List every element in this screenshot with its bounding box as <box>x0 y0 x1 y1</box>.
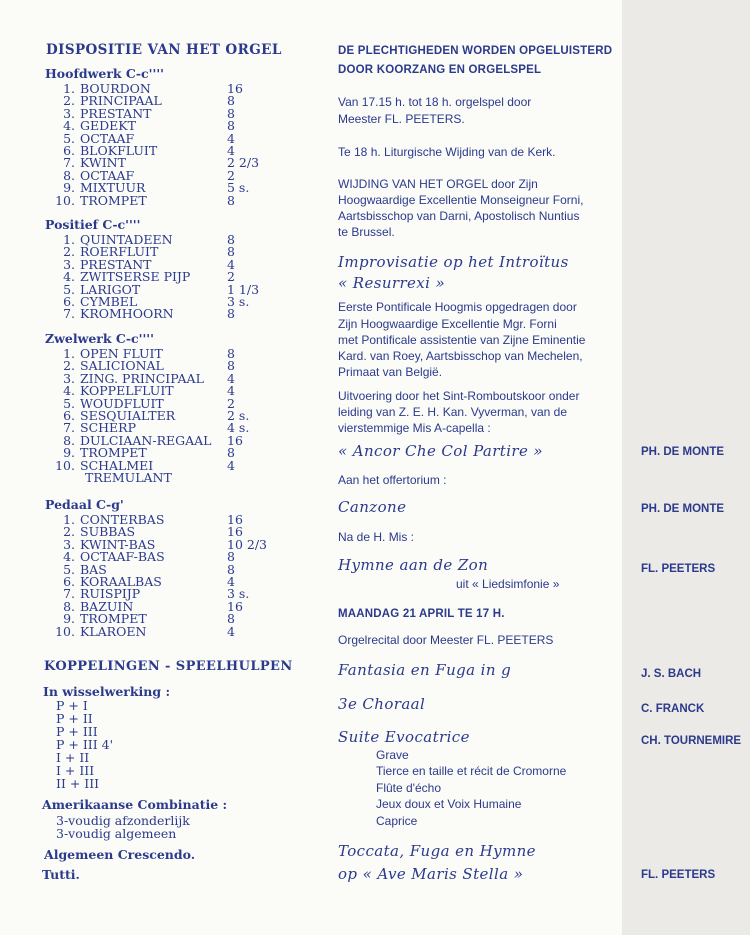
stop-row <box>42 410 287 422</box>
stop-name: TROMPET <box>80 611 147 627</box>
stop-number: 3. <box>63 370 75 386</box>
stop-row <box>42 246 287 258</box>
stop-number: 10. <box>55 192 75 208</box>
page-edge <box>622 0 750 935</box>
improvisatie-subtitle: « Resurrexi » <box>338 274 446 292</box>
stop-number: 2. <box>63 244 75 260</box>
stop-list <box>42 348 287 484</box>
composer-label: PH. DE MONTE <box>641 446 725 458</box>
stop-row <box>42 447 287 459</box>
stop-value: 16 <box>227 524 243 540</box>
program-line: vierstemmige Mis A-capella : <box>338 421 491 435</box>
stop-row <box>42 105 287 121</box>
manual-heading: Positief C-c'''' <box>45 217 141 232</box>
stop-name: OCTAAF <box>80 130 135 146</box>
stop-name: PRINCIPAAL <box>80 93 162 109</box>
stop-name: ZING. PRINCIPAAL <box>80 370 204 386</box>
stop-name: KROMHOORN <box>80 306 174 322</box>
stop-name: MIXTUUR <box>80 180 146 196</box>
crescendo-label: Algemeen Crescendo. <box>44 847 196 862</box>
coupling-item: I + III <box>56 763 95 778</box>
stop-row <box>42 613 287 625</box>
stop-row <box>42 385 287 397</box>
suite-title: Suite Evocatrice <box>338 728 470 746</box>
stop-number: 1. <box>63 346 75 361</box>
stop-number: 3. <box>63 256 75 272</box>
stop-row <box>42 432 287 448</box>
stop-row <box>42 120 287 132</box>
stop-name: SUBBAS <box>80 524 136 540</box>
stop-value: 8 <box>227 549 235 565</box>
movement-item: Caprice <box>376 813 418 828</box>
stop-name: KWINT <box>80 155 126 171</box>
stop-number: 1. <box>63 81 75 96</box>
stop-number: 10. <box>55 457 75 473</box>
disposition-title: DISPOSITIE VAN HET ORGEL <box>46 42 282 58</box>
stop-number: 5. <box>63 561 75 577</box>
stop-name: OCTAAF <box>80 167 135 183</box>
stop-number: 6. <box>63 143 75 159</box>
program-line: Aartsbisschop van Darni, Apostolisch Nuntius <box>338 209 580 223</box>
program-line: leiding van Z. E. H. Kan. Vyverman, van de <box>338 405 568 419</box>
amerikaanse-heading: Amerikaanse Combinatie : <box>42 797 228 812</box>
program-line: Hoogwaardige Excellentie Monseigneur Forni, <box>338 193 584 207</box>
stop-row <box>42 551 287 563</box>
manual-heading: Hoofdwerk C-c'''' <box>45 66 164 81</box>
stop-list <box>42 83 287 207</box>
stop-name: KOPPELFLUIT <box>80 383 174 399</box>
tremulant-label: TREMULANT <box>85 470 172 486</box>
stop-row <box>42 95 287 107</box>
composer-label: J. S. BACH <box>641 668 702 680</box>
stop-name: SALICIONAL <box>80 358 164 374</box>
stop-value: 3 s. <box>227 586 250 602</box>
program-line: Meester FL. PEETERS. <box>338 112 465 126</box>
stop-number: 3. <box>63 105 75 121</box>
stop-name: CONTERBAS <box>80 512 165 527</box>
stop-value: 8 <box>227 105 235 121</box>
stop-number: 7. <box>63 306 75 322</box>
stop-number: 2. <box>63 524 75 540</box>
program-line: Orgelrecital door Meester FL. PEETERS <box>338 633 554 647</box>
stop-value: 8 <box>227 192 235 208</box>
stop-number: 7. <box>63 420 75 436</box>
stop-value: 2 s. <box>227 408 250 424</box>
program-line: WIJDING VAN HET ORGEL door Zijn <box>338 177 538 191</box>
amerikaanse-item: 3-voudig afzonderlijk <box>56 813 190 828</box>
stop-list <box>42 514 287 638</box>
stop-value: 16 <box>227 598 243 614</box>
program-line: met Pontificale assistentie van Zijne Eminentie <box>338 333 586 347</box>
coupling-item: I + II <box>56 750 90 765</box>
stop-number: 4. <box>63 269 75 285</box>
stop-name: KORAALBAS <box>80 574 162 590</box>
stop-number: 8. <box>63 598 75 614</box>
stop-name: PRESTANT <box>80 256 152 272</box>
fantasia-title: Fantasia en Fuga in g <box>338 661 512 679</box>
stop-value: 3 s. <box>227 294 250 310</box>
stop-value: 1 1/3 <box>227 281 260 297</box>
composer-label: PH. DE MONTE <box>641 503 725 515</box>
stop-value: 2 2/3 <box>227 155 260 171</box>
program-line: Aan het offertorium : <box>338 473 447 487</box>
stop-row <box>42 182 287 194</box>
stop-number: 2. <box>63 93 75 109</box>
stop-name: GEDEKT <box>80 118 136 134</box>
stop-value: 4 <box>227 623 235 639</box>
stop-value: 4 <box>227 457 235 473</box>
composer-label: FL. PEETERS <box>641 869 716 881</box>
stop-value: 4 <box>227 130 235 146</box>
stop-name: PRESTANT <box>80 105 152 121</box>
stop-row <box>42 157 287 169</box>
canzone-title: Canzone <box>338 498 407 516</box>
recital-heading: MAANDAG 21 APRIL TE 17 H. <box>338 607 505 621</box>
program-line: Primaat van België. <box>338 365 443 379</box>
stop-row <box>42 308 287 320</box>
stop-row <box>42 561 287 577</box>
stop-name: KLAROEN <box>80 623 147 639</box>
stop-value: 4 <box>227 143 235 159</box>
stop-value: 8 <box>227 445 235 461</box>
stop-number: 5. <box>63 130 75 146</box>
stop-name: ZWITSERSE PIJP <box>80 269 191 285</box>
stop-value: 8 <box>227 561 235 577</box>
stop-number: 8. <box>63 167 75 183</box>
movement-item: Tierce en taille et récit de Cromorne <box>376 764 567 779</box>
stop-value: 8 <box>227 346 235 361</box>
stop-name: BAS <box>80 561 107 577</box>
stop-value: 10 2/3 <box>227 536 267 552</box>
coupling-item: P + I <box>56 698 88 713</box>
stop-number: 1. <box>63 512 75 527</box>
stop-list <box>42 234 287 321</box>
stop-name: SCHALMEI <box>80 457 154 473</box>
coupling-item: P + II <box>56 711 93 726</box>
stop-number: 9. <box>63 445 75 461</box>
stop-row <box>42 598 287 614</box>
toccata-subtitle: op « Ave Maris Stella » <box>338 865 524 883</box>
stop-value: 16 <box>227 81 243 96</box>
coupling-item: P + III 4' <box>56 737 114 752</box>
program-line: Kard. van Roey, Aartsbisschop van Mechelen, <box>338 349 583 363</box>
stop-value: 8 <box>227 358 235 374</box>
stop-value: 8 <box>227 118 235 134</box>
stop-number: 4. <box>63 549 75 565</box>
program-line: Zijn Hoogwaardige Excellentie Mgr. Forni <box>338 317 557 331</box>
intro-heading-line2: DOOR KOORZANG EN ORGELSPEL <box>338 63 542 77</box>
movement-item: Grave <box>376 748 409 762</box>
stop-name: QUINTADEEN <box>80 232 173 247</box>
stop-row <box>42 192 287 208</box>
hymne-title: Hymne aan de Zon <box>338 556 489 574</box>
manual-heading: Zwelwerk C-c'''' <box>45 331 154 346</box>
stop-value: 16 <box>227 432 243 448</box>
stop-number: 10. <box>55 623 75 639</box>
composer-label: CH. TOURNEMIRE <box>641 735 742 747</box>
stop-row <box>42 167 287 183</box>
stop-name: ROERFLUIT <box>80 244 159 260</box>
stop-value: 8 <box>227 244 235 260</box>
program-line: Eerste Pontificale Hoogmis opgedragen door <box>338 300 577 314</box>
stop-number: 1. <box>63 232 75 247</box>
stop-name: OPEN FLUIT <box>80 346 163 361</box>
stop-value: 8 <box>227 93 235 109</box>
movement-item: Jeux doux et Voix Humaine <box>376 797 522 812</box>
stop-value: 4 <box>227 383 235 399</box>
stop-name: KWINT-BAS <box>80 536 156 552</box>
stop-number: 6. <box>63 574 75 590</box>
stop-number: 4. <box>63 383 75 399</box>
stop-number: 4. <box>63 118 75 134</box>
stop-name: SCHERP <box>80 420 136 436</box>
program-line: Van 17.15 h. tot 18 h. orgelspel door <box>338 95 532 109</box>
stop-row <box>42 623 287 639</box>
stop-row <box>42 234 287 246</box>
stop-row <box>42 576 287 588</box>
stop-row <box>42 281 287 297</box>
program-line: Uitvoering door het Sint-Romboutskoor onder <box>338 389 580 403</box>
wissel-heading: In wisselwerking : <box>43 684 171 699</box>
program-line: Na de H. Mis : <box>338 530 415 544</box>
hymne-subtitle: uit « Liedsimfonie » <box>456 577 560 591</box>
stop-name: WOUDFLUIT <box>80 395 164 411</box>
program-line: te Brussel. <box>338 225 395 239</box>
stop-row <box>42 83 287 95</box>
stop-name: BOURDON <box>80 81 151 96</box>
composer-label: FL. PEETERS <box>641 563 716 575</box>
composer-label: C. FRANCK <box>641 703 705 715</box>
stop-name: LARIGOT <box>80 281 141 297</box>
program-line: Te 18 h. Liturgische Wijding van de Kerk. <box>338 145 556 159</box>
stop-value: 16 <box>227 512 243 527</box>
stop-value: 4 <box>227 370 235 386</box>
stop-value: 2 <box>227 395 235 411</box>
stop-number: 9. <box>63 180 75 196</box>
stop-name: CYMBEL <box>80 294 138 310</box>
stop-number: 9. <box>63 611 75 627</box>
stop-value: 8 <box>227 232 235 247</box>
stop-number: 2. <box>63 358 75 374</box>
stop-row <box>42 588 287 600</box>
movement-item: Flûte d'écho <box>376 780 441 795</box>
stop-value: 8 <box>227 306 235 322</box>
stop-number: 5. <box>63 395 75 411</box>
stop-number: 3. <box>63 536 75 552</box>
stop-value: 4 s. <box>227 420 250 436</box>
stop-value: 5 s. <box>227 180 250 196</box>
stop-name: TROMPET <box>80 192 147 208</box>
stop-number: 5. <box>63 281 75 297</box>
mis-title: « Ancor Che Col Partire » <box>338 442 544 460</box>
stop-row <box>42 514 287 526</box>
stop-name: OCTAAF-BAS <box>80 549 165 565</box>
suite-movements <box>376 747 566 829</box>
stop-row <box>42 348 287 360</box>
stop-number: 6. <box>63 294 75 310</box>
stop-value: 8 <box>227 611 235 627</box>
amerikaanse-item: 3-voudig algemeen <box>56 826 177 841</box>
stop-name: BAZUIN <box>80 598 134 614</box>
stop-number: 6. <box>63 408 75 424</box>
stop-row <box>42 130 287 146</box>
stop-name: TROMPET <box>80 445 147 461</box>
coupling-item: P + III <box>56 724 98 739</box>
stop-value: 4 <box>227 574 235 590</box>
couplings-list <box>56 699 113 790</box>
stop-value: 4 <box>227 256 235 272</box>
stop-name: BLOKFLUIT <box>80 143 158 159</box>
tutti-label: Tutti. <box>42 867 80 882</box>
improvisatie-title: Improvisatie op het Introïtus <box>338 253 569 271</box>
stop-number: 8. <box>63 432 75 448</box>
stop-name: SESQUIALTER <box>80 408 176 424</box>
coupling-item: II + III <box>56 776 100 791</box>
manual-heading: Pedaal C-g' <box>45 497 124 512</box>
stop-value: 2 <box>227 269 235 285</box>
intro-heading-line1: DE PLECHTIGHEDEN WORDEN OPGELUISTERD <box>338 44 613 58</box>
toccata-title: Toccata, Fuga en Hymne <box>338 842 536 860</box>
stop-name: RUISPIJP <box>80 586 141 602</box>
couplings-title: KOPPELINGEN - SPEELHULPEN <box>44 659 293 674</box>
stop-value: 2 <box>227 167 235 183</box>
choraal-title: 3e Choraal <box>338 695 426 713</box>
stop-number: 7. <box>63 586 75 602</box>
stop-name: DULCIAAN-REGAAL <box>80 432 212 448</box>
stop-number: 7. <box>63 155 75 171</box>
